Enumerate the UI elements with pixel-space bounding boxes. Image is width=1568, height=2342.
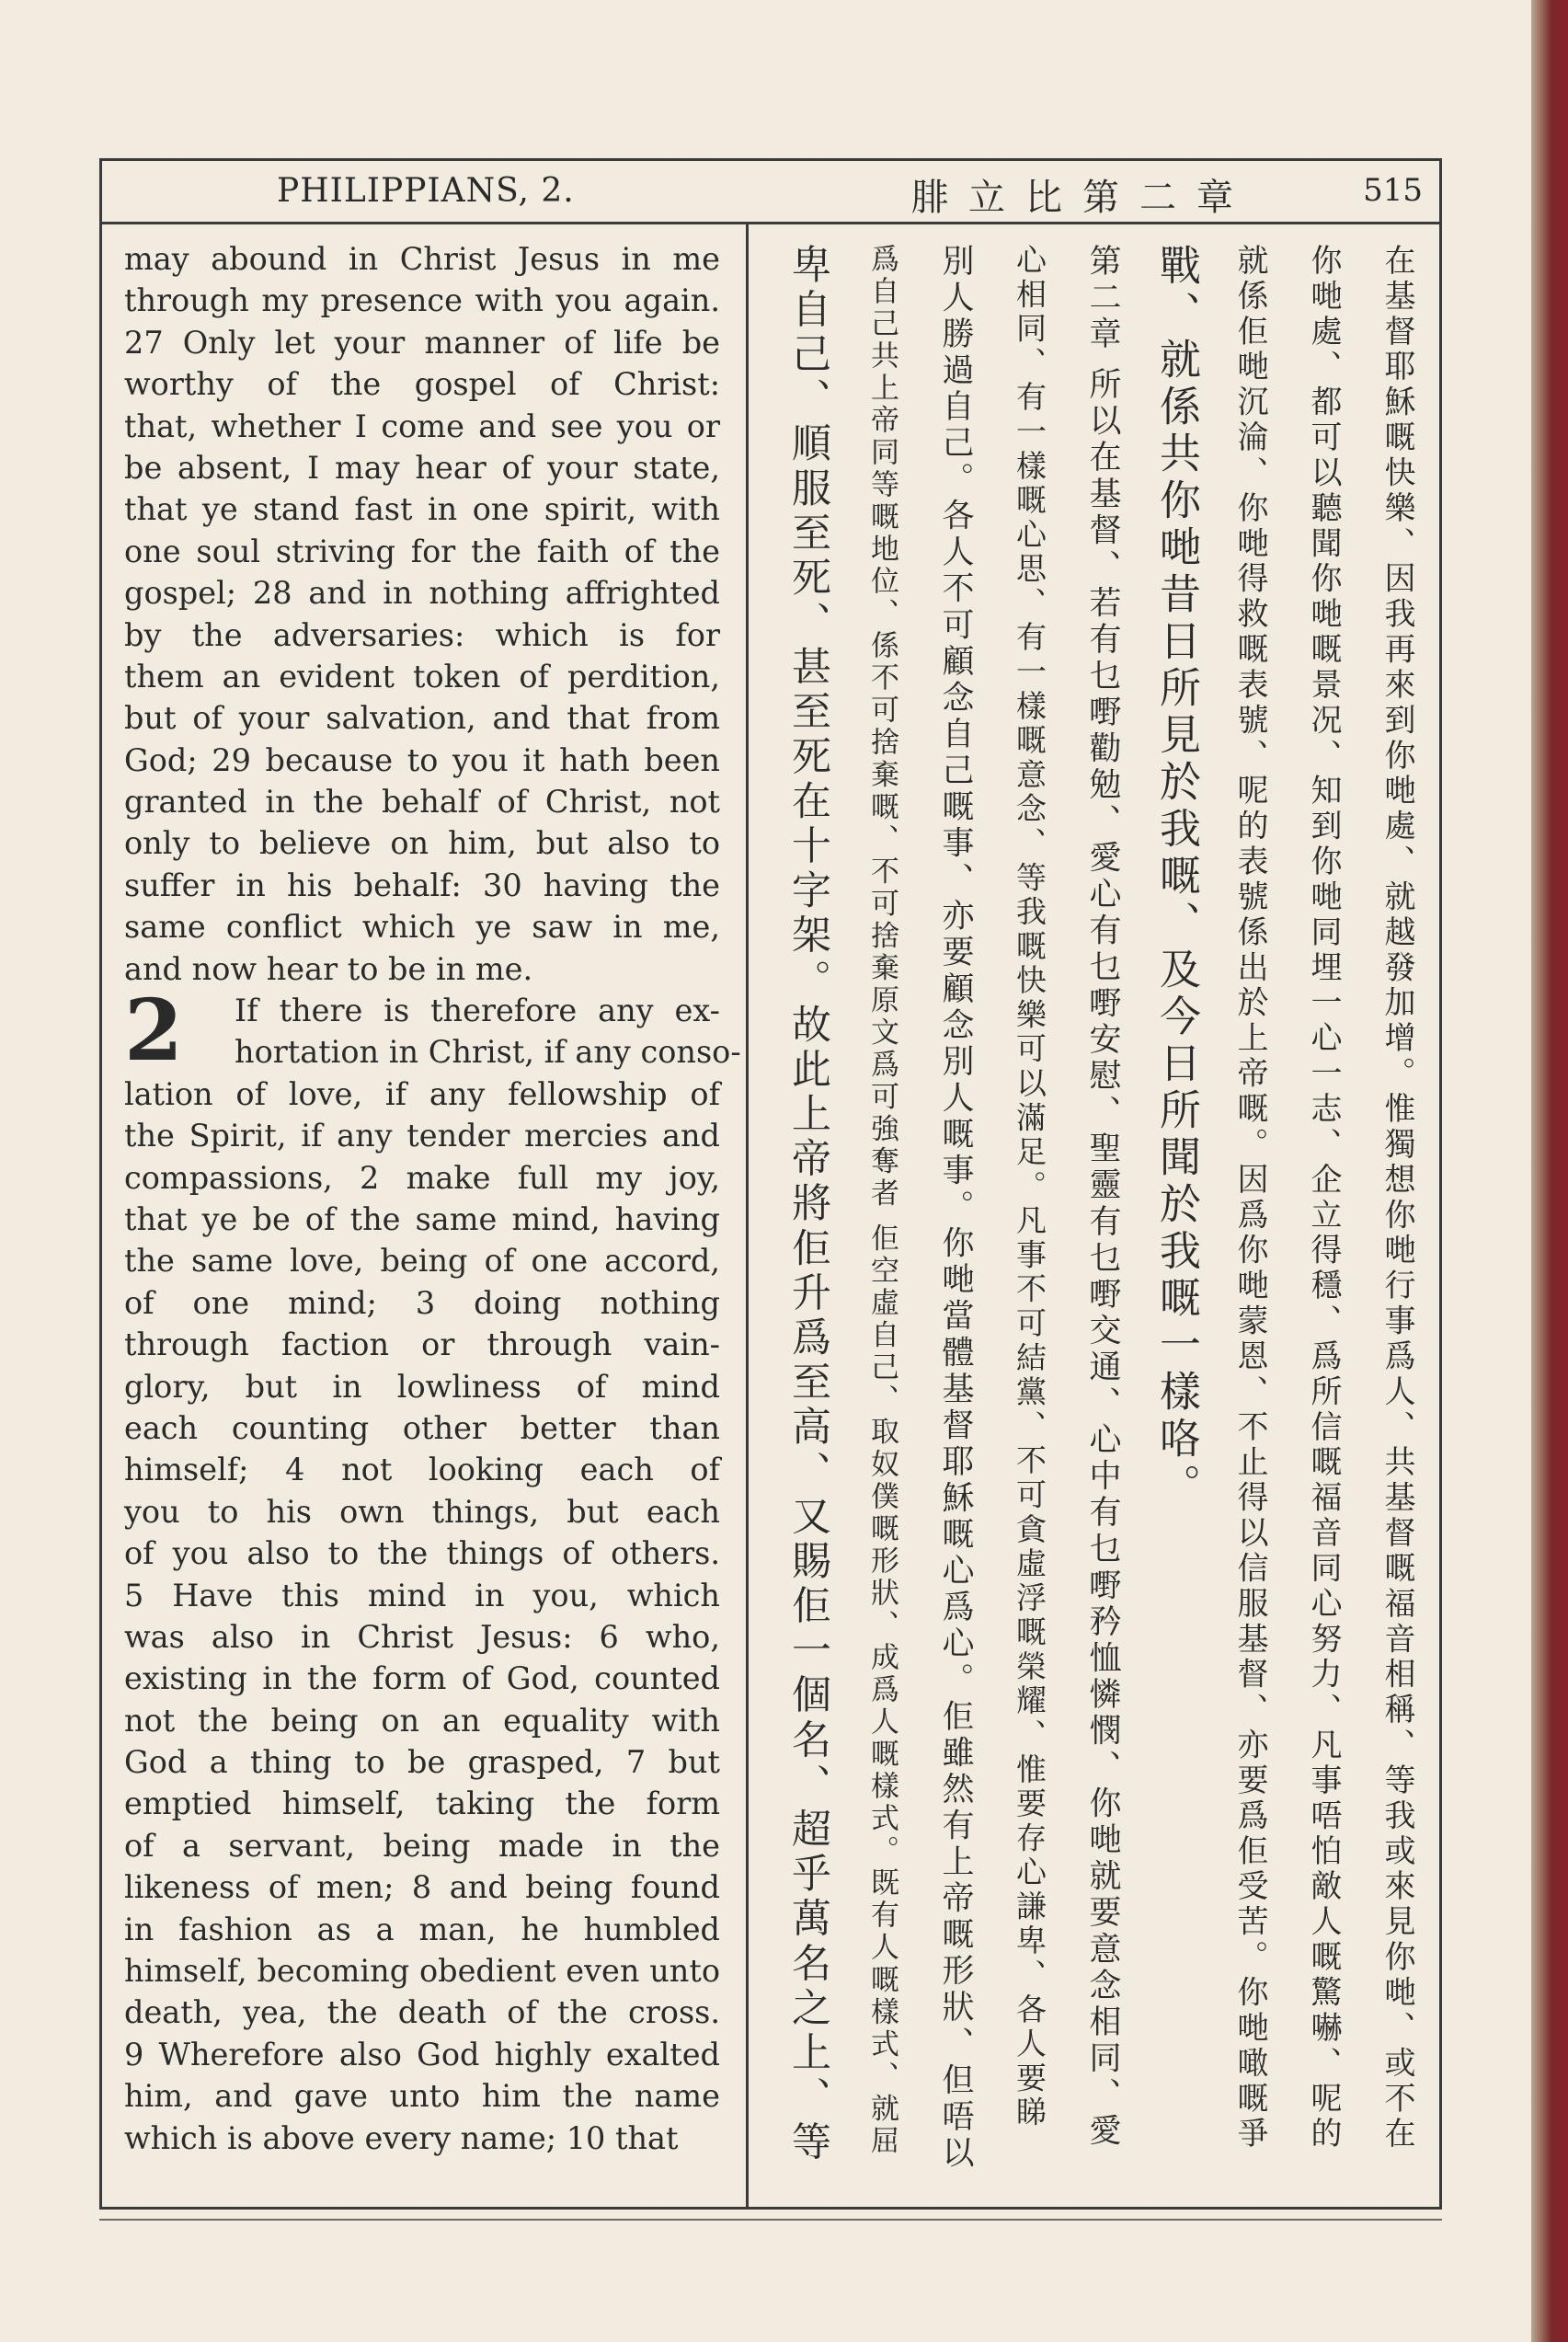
english-line: of a servant, being made in the xyxy=(124,1827,720,1864)
english-line: through my presence with you again. xyxy=(124,282,720,319)
english-line: which is above every name; 10 that xyxy=(124,2119,679,2156)
chapter-second-line: hortation in Christ, if any conso- xyxy=(235,1034,741,1071)
english-line: 9 Wherefore also God highly exalted xyxy=(124,2036,720,2072)
english-line: lation of love, if any fellowship of xyxy=(124,1075,720,1112)
english-line: death, yea, the death of the cross. xyxy=(124,1994,720,2031)
english-line: himself, becoming obedient even unto xyxy=(124,1953,720,1990)
chinese-line: 別人勝過自己。各人不可顧念自己嘅事、亦要顧念別人嘅事。你哋當體基督耶穌嘅心爲心。佢雖然有上帝嘅形狀、但唔以 xyxy=(937,244,974,2173)
english-line: granted in the behalf of Christ, not xyxy=(124,784,720,821)
chinese-line: 心相同、有一樣嘅心思、有一樣嘅意念、等我嘅快樂可以滿足。凡事不可結黨、不可貪虛浮嘅榮耀、惟要存心謙卑、各人要睇 xyxy=(1012,244,1047,2130)
english-line: but of your salvation, and that from xyxy=(124,700,720,737)
column-divider xyxy=(746,222,749,2207)
english-line: likeness of men; 8 and being found xyxy=(124,1869,720,1906)
english-line: may abound in Christ Jesus in me xyxy=(124,241,720,277)
english-line: them an evident token of perdition, xyxy=(124,658,720,695)
page-frame xyxy=(99,158,1442,2210)
english-line: in fashion as a man, he humbled xyxy=(124,1911,720,1947)
english-line: suffer in his behalf: 30 having the xyxy=(124,867,720,903)
chapter-start-line-2 xyxy=(124,1031,741,1073)
english-line: through faction or through vain- xyxy=(124,1326,720,1363)
english-line: that ye be of the same mind, having xyxy=(124,1200,720,1237)
english-line: of one mind; 3 doing nothing xyxy=(124,1284,720,1321)
english-line: the same love, being of one accord, xyxy=(124,1243,720,1280)
english-line: glory, but in lowliness of mind xyxy=(124,1368,720,1405)
english-line: 5 Have this mind in you, which xyxy=(124,1577,720,1613)
english-line: not the being on an equality with xyxy=(124,1702,720,1739)
english-line: by the adversaries: which is for xyxy=(124,616,720,653)
chinese-line: 戰、就係共你哋昔日所見於我嘅、及今日所聞於我嘅一樣咯。 xyxy=(1152,244,1201,1510)
english-line: that ye stand fast in one spirit, with xyxy=(124,491,720,528)
english-text-block-1 xyxy=(124,238,720,990)
english-line: God a thing to be grasped, 7 but xyxy=(124,1744,720,1781)
english-line: gospel; 28 and in nothing affrighted xyxy=(124,575,720,612)
english-line: be absent, I may hear of your state, xyxy=(124,449,720,486)
english-line: compassions, 2 make full my joy, xyxy=(124,1159,720,1196)
english-line: only to believe on him, but also to xyxy=(124,825,720,862)
chinese-line: 在基督耶穌嘅快樂、因我再來到你哋處、就越發加增。惟獨想你哋行事爲人、共基督嘅福音相稱、等我或來見你哋、或不在 xyxy=(1379,244,1415,2153)
bottom-rule xyxy=(99,2219,1442,2221)
english-line: God; 29 because to you it hath been xyxy=(124,741,720,778)
header-title-zh: 腓立比第二章 xyxy=(911,177,1253,219)
english-column xyxy=(124,238,741,2159)
chinese-line: 第二章 所以在基督、若有乜嘢勸勉、愛心有乜嘢安慰、聖靈有乜嘢交通、心中有乜嘢矜恤憐憫、你哋就要意念相同、愛 xyxy=(1084,244,1121,2151)
chinese-line: 就係佢哋沉淪、你哋得救嘅表號、呢的表號係出於上帝嘅。因爲你哋蒙恩、不止得以信服基督、亦要爲佢受苦。你哋噉嘅爭 xyxy=(1231,244,1268,2153)
chinese-line: 你哋處、都可以聽聞你哋嘅景况、知到你哋同埋一心一志、企立得穩、爲所信嘅福音同心努力、凡事唔怕敵人嘅驚嚇、呢的 xyxy=(1305,244,1342,2153)
running-header xyxy=(102,161,1439,224)
chapter-number: 2 xyxy=(124,981,184,1081)
english-line: emptied himself, taking the form xyxy=(124,1785,720,1822)
english-line: 27 Only let your manner of life be xyxy=(124,324,720,361)
english-line: each counting other better than xyxy=(124,1409,720,1446)
page-number: 515 xyxy=(1363,172,1423,209)
english-line: that, whether I come and see you or xyxy=(124,408,720,444)
english-line: same conflict which ye saw in me, xyxy=(124,909,720,946)
english-line: was also in Christ Jesus: 6 who, xyxy=(124,1618,720,1655)
english-text-block-2 xyxy=(124,1073,720,2159)
english-line: existing in the form of God, counted xyxy=(124,1660,720,1697)
english-line: worthy of the gospel of Christ: xyxy=(124,366,720,403)
english-line: himself; 4 not looking each of xyxy=(124,1452,720,1488)
english-line: the Spirit, if any tender mercies and xyxy=(124,1118,720,1154)
english-line: of you also to the things of others. xyxy=(124,1535,720,1572)
english-line: you to his own things, but each xyxy=(124,1493,720,1530)
chapter-first-line: If there is therefore any ex- xyxy=(235,993,720,1029)
chinese-line: 爲自己共上帝同等嘅地位、係不可捨棄嘅、不可捨棄原文爲可強奪者 佢空虛自己、取奴僕嘅形狀、成爲人嘅樣式。既有人嘅樣式、就屈 xyxy=(865,244,898,2158)
english-line: and now hear to be in me. xyxy=(124,950,533,987)
english-line: him, and gave unto him the name xyxy=(124,2078,720,2115)
header-title-en: PHILIPPIANS, 2. xyxy=(277,172,575,210)
english-line: one soul striving for the faith of the xyxy=(124,533,720,569)
chinese-column xyxy=(761,244,1423,2185)
book-edge xyxy=(1531,0,1568,2342)
chinese-line: 卑自己、順服至死、甚至死在十字架。故此上帝將佢升爲至高、又賜佢一個名、超乎萬名之上、等 xyxy=(785,244,831,2166)
